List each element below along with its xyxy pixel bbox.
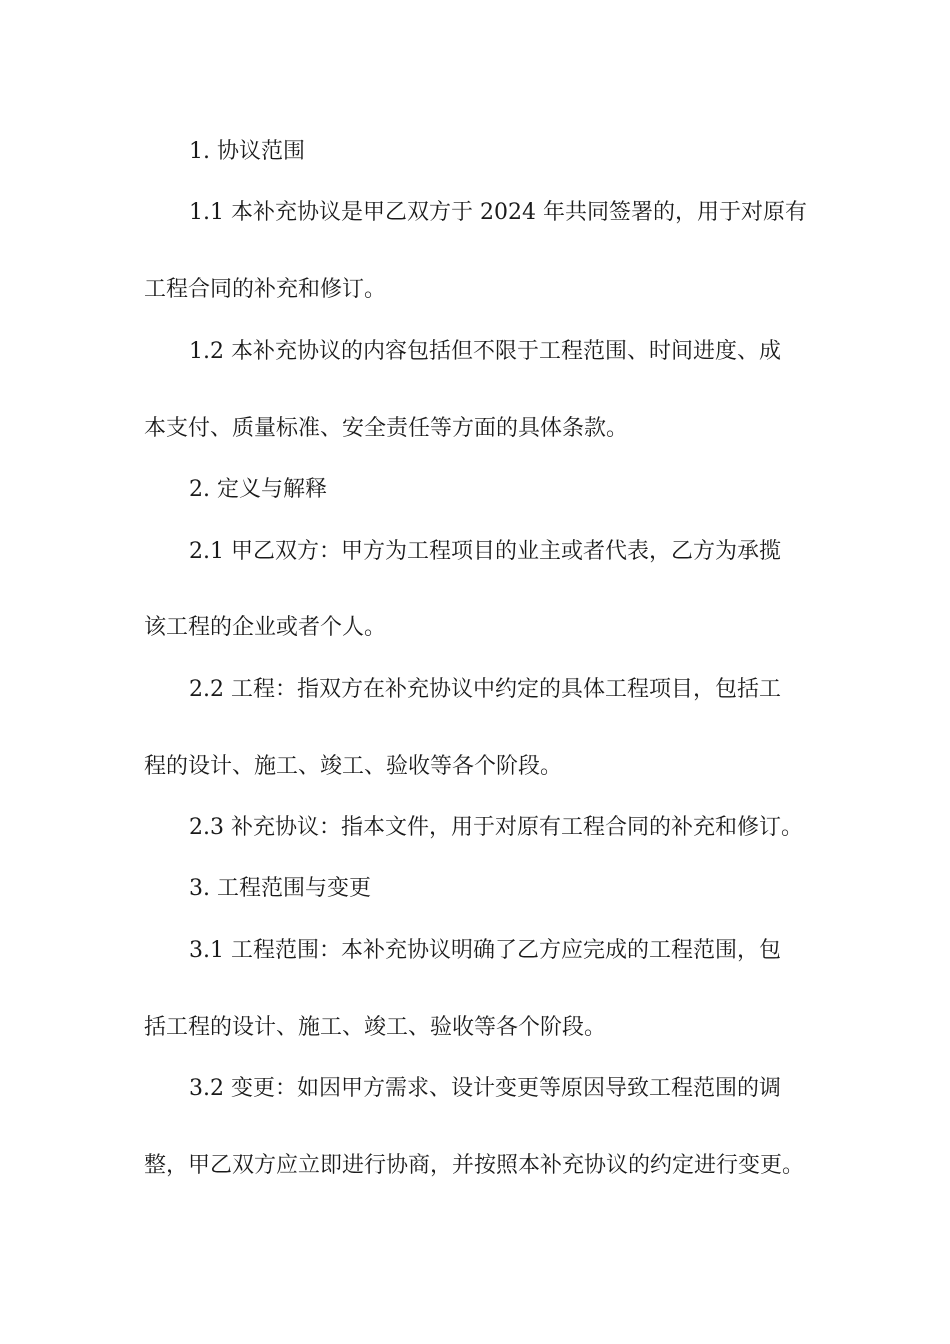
clause-3-1: 3.1 工程范围：本补充协议明确了乙方应完成的工程范围，包 bbox=[189, 938, 781, 963]
clause-3-1-continued: 括工程的设计、施工、竣工、验收等各个阶段。 bbox=[144, 1015, 607, 1040]
section-heading-2: 2. 定义与解释 bbox=[189, 477, 327, 502]
clause-2-1-continued: 该工程的企业或者个人。 bbox=[144, 615, 387, 640]
clause-1-1: 1.1 本补充协议是甲乙双方于 2024 年共同签署的，用于对原有 bbox=[189, 200, 807, 225]
section-heading-1: 1. 协议范围 bbox=[189, 139, 305, 164]
section-heading-3: 3. 工程范围与变更 bbox=[189, 876, 371, 901]
clause-2-2-continued: 程的设计、施工、竣工、验收等各个阶段。 bbox=[144, 754, 563, 779]
clause-2-2: 2.2 工程：指双方在补充协议中约定的具体工程项目，包括工 bbox=[189, 677, 781, 702]
clause-3-2: 3.2 变更：如因甲方需求、设计变更等原因导致工程范围的调 bbox=[189, 1076, 781, 1101]
clause-1-2: 1.2 本补充协议的内容包括但不限于工程范围、时间进度、成 bbox=[189, 339, 781, 364]
clause-2-3: 2.3 补充协议：指本文件，用于对原有工程合同的补充和修订。 bbox=[189, 815, 803, 840]
clause-2-1: 2.1 甲乙双方：甲方为工程项目的业主或者代表，乙方为承揽 bbox=[189, 539, 781, 564]
clause-1-2-continued: 本支付、质量标准、安全责任等方面的具体条款。 bbox=[144, 416, 629, 441]
clause-1-1-continued: 工程合同的补充和修订。 bbox=[144, 277, 387, 302]
clause-3-2-continued: 整，甲乙双方应立即进行协商，并按照本补充协议的约定进行变更。 bbox=[144, 1153, 805, 1178]
